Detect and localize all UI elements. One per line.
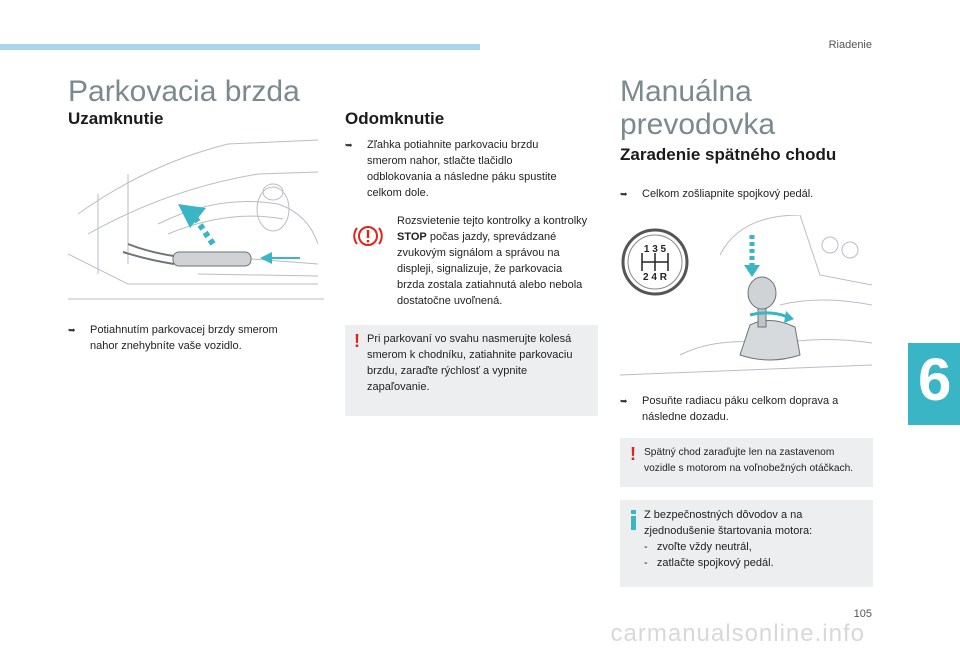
- lock-bullet: ➥ Potiahnutím parkovacej brzdy smerom nahor znehybníte vaše vozidlo.: [68, 324, 278, 352]
- subsection-title-lock: Uzamknutie: [68, 109, 164, 128]
- section-title-manual-gearbox: Manuálna prevodovka: [620, 75, 776, 141]
- bullet-marker-icon: ➥: [620, 189, 628, 199]
- gear-row-top: 1 3 5: [643, 244, 667, 255]
- shift-bullet: ➥ Posuňte radiacu páku celkom doprava a následne dozadu.: [620, 395, 839, 423]
- gear-row-bottom: 2 4 R: [643, 272, 667, 283]
- info-icon: [631, 510, 636, 530]
- bullet-marker-icon: ➥: [620, 396, 628, 406]
- unlock-bullet: ➥ Zľahka potiahnite parkovaciu brzdu smerom nahor, stlačte tlačidlo odblokovania a následne páku spustite celkom dole.: [345, 139, 557, 199]
- bullet-marker-icon: ➥: [68, 325, 76, 335]
- clutch-bullet: ➥ Celkom zošliapnite spojkový pedál.: [620, 188, 814, 200]
- brake-warning-lamp-icon: [353, 221, 383, 251]
- warning-lamp-text: Rozsvietenie tejto kontrolky a kontrolky STOP počas jazdy, sprevádzané zvukovým signálom a správou na displeji, signalizuje, že parkovacia brzda zostala zatiahnutá alebo nebola dostatočne uvoľnená.: [397, 215, 588, 307]
- page-number: 105: [853, 608, 872, 620]
- reverse-gear-note: ! Spätný chod zaraďujte len na zastavenom vozidle s motorom na voľnobežných otáčkach.: [620, 438, 873, 487]
- watermark: carmanualsonline.info: [610, 620, 865, 647]
- list-item: - zvoľte vždy neutrál,: [644, 541, 752, 553]
- subsection-title-unlock: Odomknutie: [345, 109, 445, 128]
- bullet-marker-icon: ➥: [345, 140, 353, 150]
- gear-pattern-knob: [623, 230, 687, 294]
- subsection-title-reverse: Zaradenie spätného chodu: [620, 145, 837, 164]
- warning-exclamation-icon: !: [354, 331, 360, 351]
- parking-slope-note: ! Pri parkovaní vo svahu nasmerujte kolesá smerom k chodníku, zatiahnite parkovaciu brzdu, zaraďte rýchlosť a vypnite zapaľovanie.: [345, 325, 598, 416]
- top-accent-bar: [0, 44, 480, 50]
- section-title-parking-brake: Parkovacia brzda: [68, 75, 300, 108]
- parking-brake-illustration: [68, 134, 324, 306]
- warning-exclamation-icon: !: [630, 444, 636, 464]
- list-item: - zatlačte spojkový pedál.: [644, 557, 774, 569]
- safety-info-note: Z bezpečnostných dôvodov a na zjednodušenie štartovania motora: - zvoľte vždy neutrál, - zatlačte spojkový pedál.: [620, 500, 873, 587]
- gear-lever-illustration: [620, 215, 872, 385]
- chapter-label: Riadenie: [828, 39, 872, 51]
- chapter-tab: 6: [908, 343, 960, 425]
